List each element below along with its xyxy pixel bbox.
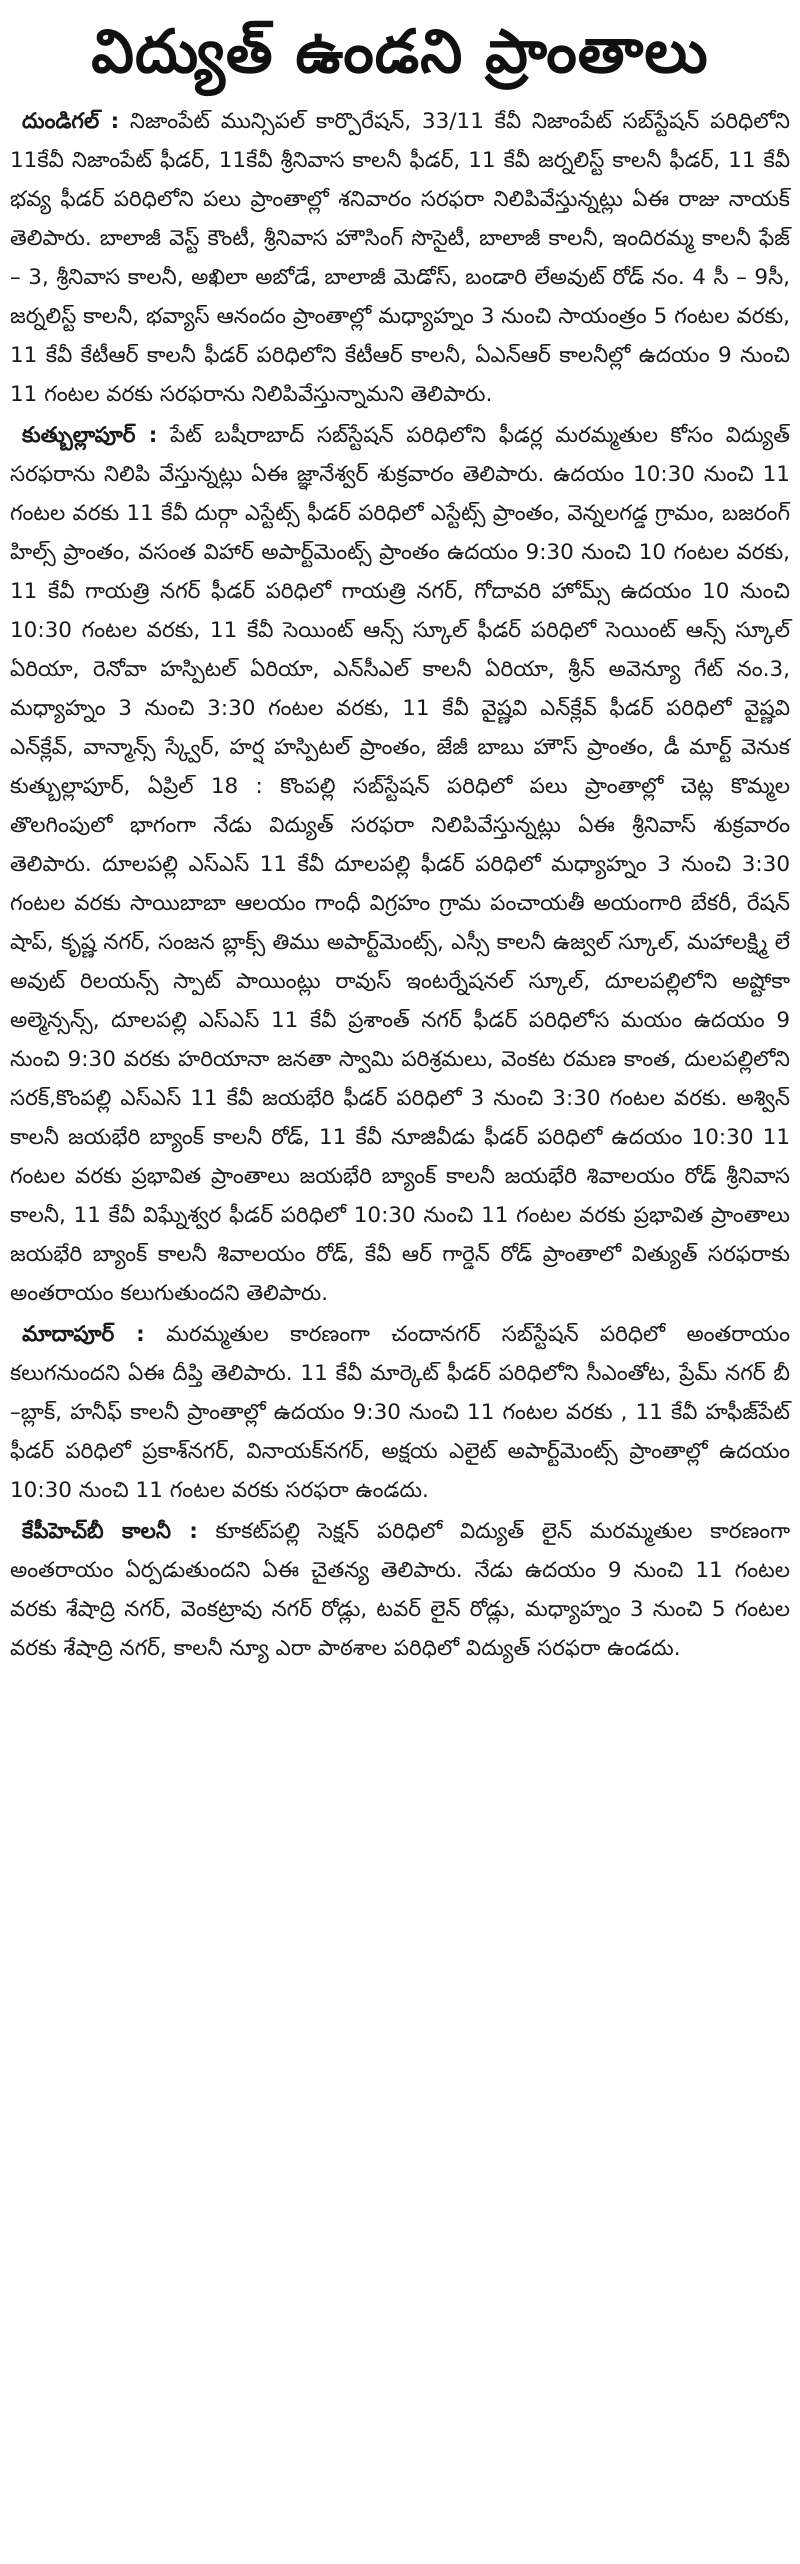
dateline-madhapur: మాదాపూర్‌ : [22,1322,145,1347]
body-dundigal: నిజాంపేట్‌ మున్సిపల్‌ కార్పొరేషన్‌, 33/11 కేవీ నిజాంపేట్‌ సబ్‌స్టేషన్‌ పరిధిలోని 11కేవీ నిజాంపేట్‌ ఫీడర్‌, 11కేవీ శ్రీనివాస కాలనీ ఫీడర్‌, 11 కేవీ జర్నలిస్ట్‌ కాలనీ ఫీడర్‌, 11 కేవీ భవ్య ఫీడర్‌ పరిధిలోని పలు ప్రాంతాల్లో శనివారం సరఫరా నిలిపివేస్తున్నట్లు ఏఈ రాజు నాయక్‌ తెలిపారు. బాలాజీ వెస్ట్‌ కౌంటీ, శ్రీనివాస హౌసింగ్‌ సొసైటీ, బాలాజీ కాలనీ, ఇందిరమ్మ కాలనీ ఫేజ్‌ – 3, శ్రీనివాస కాలనీ, అఖిలా అబోడే, బాలాజీ మెడోస్‌, బండారి లేఅవుట్‌ రోడ్‌ నం. 4 సీ – 9సీ, జర్నలిస్ట్‌ కాలనీ, భవ్యాస్‌ ఆనందం ప్రాంతాల్లో మధ్యాహ్నం 3 నుంచి సాయంత్రం 5 గంటల వరకు, 11 కేవీ కేటీఆర్‌ కాలనీ ఫీడర్‌ పరిధిలోని కేటీఆర్‌ కాలనీ, ఏఎన్‌ఆర్‌ కాలనీల్లో ఉదయం 9 నుంచి 11 గంటల వరకు సరఫరాను నిలిపివేస్తున్నామని తెలిపారు. [10,109,790,407]
dateline-dundigal: దుండిగల్‌ : [22,109,120,134]
paragraph-madhapur [10,1315,790,1510]
headline: విద్యుత్‌ ఉండని ప్రాంతాలు [91,17,709,87]
body-kphb-colony: కూకట్‌పల్లి సెక్షన్‌ పరిధిలో విద్యుత్‌ లైన్‌ మరమ్మతుల కారణంగా అంతరాయం ఏర్పడుతుందని ఏఈ చైతన్య తెలిపారు. నేడు ఉదయం 9 నుంచి 11 గంటల వరకు శేషాద్రి నగర్‌, వెంకట్రావు నగర్‌ రోడ్లు, టవర్‌ లైన్‌ రోడ్లు, మధ్యాహ్నం 3 నుంచి 5 గంటల వరకు శేషాద్రి నగర్‌, కాలనీ న్యూ ఎరా పాఠశాల పరిధిలో విద్యుత్‌ సరఫరా ఉండదు. [10,1519,791,1661]
body-quthbullapur: పేట్‌ బషీరాబాద్‌ సబ్‌స్టేషన్‌ పరిధిలోని ఫీడర్ల మరమ్మతుల కోసం విద్యుత్‌ సరఫరాను నిలిపి వేస్తున్నట్లు ఏఈ జ్ఞానేశ్వర్‌ శుక్రవారం తెలిపారు. ఉదయం 10:30 నుంచి 11 గంటల వరకు 11 కేవీ దుర్గా ఎస్టేట్స్‌ ఫీడర్‌ పరిధిలో ఎస్టేట్స్‌ ప్రాంతం, వెన్నలగడ్డ గ్రామం, బజరంగ్‌ హిల్స్‌ ప్రాంతం, వసంత విహార్‌ అపార్ట్‌మెంట్స్‌ ప్రాంతం ఉదయం 9:30 నుంచి 10 గంటల వరకు, 11 కేవీ గాయత్రి నగర్‌ ఫీడర్‌ పరిధిలో గాయత్రి నగర్‌, గోదావరి హోమ్స్‌ ఉదయం 10 నుంచి 10:30 గంటల వరకు, 11 కేవీ సెయింట్‌ ఆన్స్‌ స్కూల్‌ ఫీడర్‌ పరిధిలో సెయింట్‌ ఆన్స్‌ స్కూల్‌ ఏరియా, రెనోవా హస్పిటల్‌ ఏరియా, ఎన్‌సీఎల్‌ కాలనీ ఏరియా, శ్రీన్‌ అవెన్యూ గేట్‌ నం.3, మధ్యాహ్నం 3 నుంచి 3:30 గంటల వరకు, 11 కేవీ వైష్ణవి ఎన్‌క్లేవ్‌ ఫీడర్‌ పరిధిలో వైష్ణవి ఎన్‌క్లేవ్‌, వాన్మాన్స్‌ స్క్వేర్‌, హర్ష హస్పిటల్‌ ప్రాంతం, జేజీ బాబు హౌస్‌ ప్రాంతం, డీ మార్ట్‌ వెనుక కుత్బుల్లాపూర్‌, ఏప్రిల్‌ 18 : కొంపల్లి సబ్‌స్టేషన్‌ పరిధిలో పలు ప్రాంతాల్లో చెట్ల కొమ్మల తొలగింపులో భాగంగా నేడు విద్యుత్‌ సరఫరా నిలిపివేస్తున్నట్లు ఏఈ శ్రీనివాస్‌ శుక్రవారం తెలిపారు. దూలపల్లి ఎస్‌ఎస్‌ 11 కేవీ దూలపల్లి ఫీడర్‌ పరిధిలో మధ్యాహ్నం 3 నుంచి 3:30 గంటల వరకు సాయిబాబా ఆలయం గాంధీ విగ్రహం గ్రామ పంచాయతీ అయంగారి బేకరీ, రేషన్‌ షాప్‌, కృష్ణ నగర్‌, సంజన బ్లాక్స్‌ తిము అపార్ట్‌మెంట్స్‌, ఎస్సీ కాలనీ ఉజ్వల్‌ స్కూల్‌, మహాలక్ష్మి లే అవుట్‌ రిలయన్స్‌ స్పాట్‌ పాయింట్లు రావుస్‌ ఇంటర్నేషనల్‌ స్కూల్‌, దూలపల్లిలోని అష్టోకా అల్మెన్సన్స్‌, దూలపల్లి ఎస్‌ఎస్‌ 11 కేవీ ప్రశాంత్‌ నగర్‌ ఫీడర్‌ పరిధిలోస మయం ఉదయం 9 నుంచి 9:30 వరకు హరియానా జనతా స్వామి పరిశ్రమలు, వెంకట రమణ కాంత, దులపల్లిలోని సరక్‌,కొంపల్లి ఎస్‌ఎస్‌ 11 కేవీ జయభేరి ఫీడర్‌ పరిధిలో 3 నుంచి 3:30 గంటల వరకు. అశ్విన్‌ కాలనీ జయభేరి బ్యాంక్‌ కాలనీ రోడ్‌, 11 కేవీ నూజివీడు ఫీడర్‌ పరిధిలో ఉదయం 10:30 11 గంటల వరకు ప్రభావిత ప్రాంతాలు జయభేరి బ్యాంక్‌ కాలనీ జయభేరి శివాలయం రోడ్‌ శ్రీనివాస కాలనీ, 11 కేవీ విఘ్నేశ్వర ఫీడర్‌ పరిధిలో 10:30 నుంచి 11 గంటల వరకు ప్రభావిత ప్రాంతాలు జయభేరి బ్యాంక్‌ కాలనీ శివాలయం రోడ్‌, కేవీ ఆర్‌ గార్డెన్‌ రోడ్‌ ప్రాంతాలో విత్యుత్‌ సరఫరాకు అంతరాయం కలుగుతుందని తెలిపారు. [10,423,790,1306]
paragraph-kphb-colony [10,1512,790,1668]
dateline-quthbullapur: కుత్బుల్లాపూర్‌ : [22,423,158,448]
body-madhapur: మరమ్మతుల కారణంగా చందానగర్‌ సబ్‌స్టేషన్‌ పరిధిలో అంతరాయం కలుగనుందని ఏఈ దీప్తి తెలిపారు. 11 కేవీ మార్కెట్‌ ఫీడర్‌ పరిధిలోని సీఎంతోట, ప్రేమ్‌ నగర్‌ బీ –బ్లాక్‌, హనీఫ్‌ కాలనీ ప్రాంతాల్లో ఉదయం 9:30 నుంచి 11 గంటల వరకు , 11 కేవీ హఫీజ్‌పేట్‌ ఫీడర్‌ పరిధిలో ప్రకాశ్‌నగర్‌, వినాయక్‌నగర్‌, అక్షయ ఎలైట్‌ అపార్ట్‌మెంట్స్‌ ప్రాంతాల్లో ఉదయం 10:30 నుంచి 11 గంటల వరకు సరఫరా ఉండదు. [10,1322,790,1503]
dateline-kphb-colony: కేపీహెచ్‌బీ కాలనీ : [22,1519,198,1544]
paragraph-quthbullapur [10,416,790,1313]
paragraph-dundigal [10,102,790,414]
